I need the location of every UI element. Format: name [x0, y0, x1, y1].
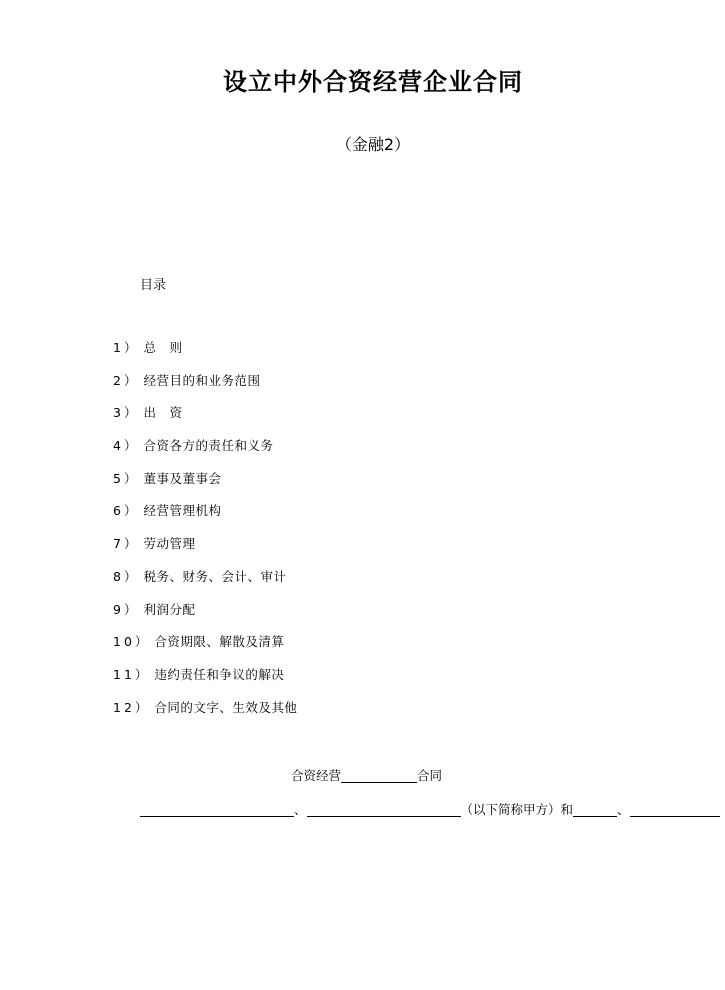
toc-item-number: 8） [113, 568, 140, 584]
toc-item [113, 666, 297, 699]
party-b-name-blank [573, 802, 617, 817]
toc-item [113, 633, 297, 666]
toc-item-label: 合同的文字、生效及其他 [154, 699, 298, 715]
toc-item-label: 违约责任和争议的解决 [154, 666, 285, 682]
toc-item [113, 339, 297, 372]
contract-prefix: 合资经营 [291, 768, 342, 783]
toc-item-number: 5） [113, 470, 140, 486]
contract-name-line [291, 766, 442, 784]
toc-item-number: 7） [113, 536, 140, 552]
toc-item-number: 3） [113, 405, 140, 421]
contract-name-blank [341, 768, 417, 783]
toc-item [113, 437, 297, 470]
party-a-name-blank [140, 802, 294, 817]
document-title: 设立中外合资经营企业合同 [223, 68, 523, 96]
toc-item-number: 11） [113, 666, 151, 682]
toc-item-label: 董事及董事会 [143, 470, 222, 486]
toc-item-number: 6） [113, 503, 140, 519]
toc-item-label: 合资期限、解散及清算 [154, 634, 285, 650]
party-a-address-blank [307, 802, 461, 817]
toc-item [113, 372, 297, 405]
toc-item [113, 404, 297, 437]
toc-item-label: 出 资 [143, 405, 183, 421]
toc-item-number: 1） [113, 340, 140, 355]
toc-item [113, 699, 297, 732]
parties-line [140, 800, 725, 818]
contract-suffix: 合同 [417, 768, 443, 783]
party-b-address-blank [630, 802, 720, 817]
party-separator: 、 [294, 802, 307, 817]
toc-item-number: 12） [113, 699, 151, 715]
toc-item-number: 9） [113, 601, 140, 617]
toc-item-label: 劳动管理 [143, 536, 196, 552]
toc-item [113, 601, 297, 634]
toc-item-label: 税务、财务、会计、审计 [143, 568, 287, 584]
toc-item-number: 2） [113, 372, 140, 388]
toc-list [113, 339, 297, 731]
toc-item-label: 合资各方的责任和义务 [143, 438, 274, 454]
toc-item-number: 10） [113, 634, 151, 650]
toc-item [113, 502, 297, 535]
toc-item-number: 4） [113, 438, 140, 454]
party-a-abbrev: （以下简称甲方）和 [460, 802, 574, 817]
toc-item-label: 经营管理机构 [143, 503, 222, 519]
toc-item-label: 总 则 [143, 340, 183, 355]
toc-heading: 目录 [140, 278, 167, 293]
document-subtitle: （金融2） [335, 135, 411, 154]
toc-item-label: 经营目的和业务范围 [143, 372, 261, 388]
toc-item [113, 470, 297, 503]
toc-item-label: 利润分配 [143, 601, 196, 617]
party-separator-2: 、 [617, 802, 630, 817]
toc-item [113, 535, 297, 568]
toc-item [113, 568, 297, 601]
